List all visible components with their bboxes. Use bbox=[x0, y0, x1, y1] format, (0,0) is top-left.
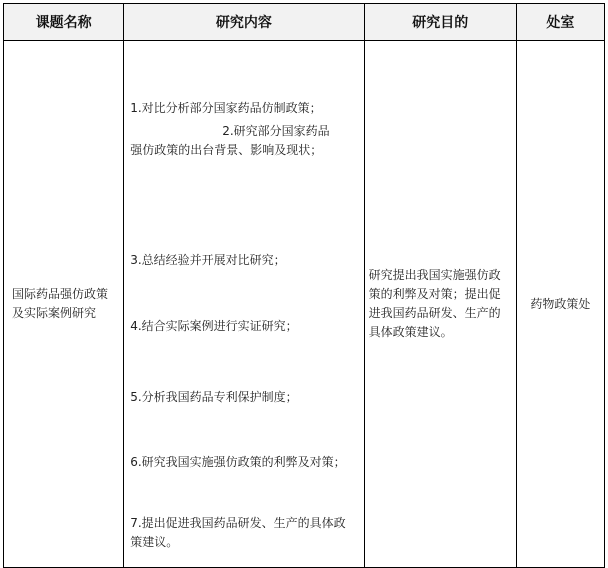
content-item-4: 4.结合实际案例进行实证研究； bbox=[130, 319, 298, 333]
research-content-cell bbox=[124, 41, 364, 568]
content-item-1: 1.对比分析部分国家药品仿制政策； bbox=[130, 101, 322, 115]
department-cell: 药物政策处 bbox=[516, 41, 604, 568]
content-item-2-line-2: 强仿政策的出台背景、影响及现状； bbox=[130, 143, 323, 157]
header-research-content: 研究内容 bbox=[124, 4, 364, 41]
research-purpose-cell: 研究提出我国实施强仿政策的利弊及对策；提出促进我国药品研发、生产的具体政策建议。 bbox=[364, 41, 516, 568]
content-item-6: 6.研究我国实施强仿政策的利弊及对策； bbox=[130, 455, 346, 469]
table-row bbox=[4, 41, 605, 568]
content-item-3: 3.总结经验并开展对比研究； bbox=[130, 253, 286, 267]
header-research-purpose: 研究目的 bbox=[364, 4, 516, 41]
content-item-2-line-1: 2.研究部分国家药品 bbox=[222, 124, 330, 138]
research-topic-table bbox=[3, 3, 605, 568]
topic-name-cell: 国际药品强仿政策及实际案例研究 bbox=[4, 41, 124, 568]
content-item-5: 5.分析我国药品专利保护制度； bbox=[130, 390, 298, 404]
content-item-2 bbox=[130, 122, 357, 160]
header-topic-name: 课题名称 bbox=[4, 4, 124, 41]
header-department: 处室 bbox=[516, 4, 604, 41]
table-header-row bbox=[4, 4, 605, 41]
content-item-7: 7.提出促进我国药品研发、生产的具体政策建议。 bbox=[130, 516, 346, 549]
